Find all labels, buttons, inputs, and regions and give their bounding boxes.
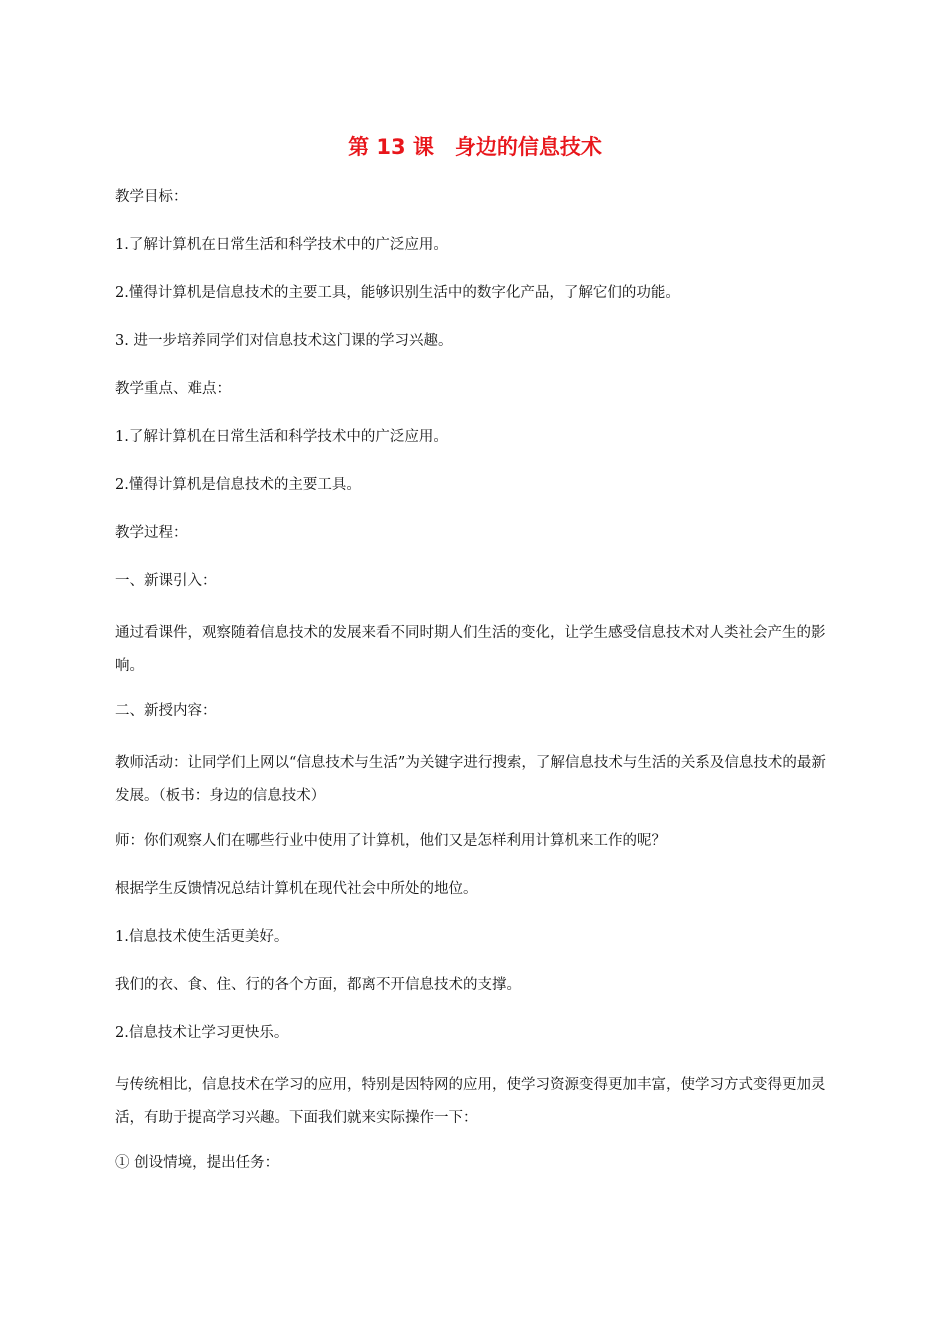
lesson-title: 第 13 课 身边的信息技术 bbox=[348, 135, 602, 159]
point-heading-2: 2.信息技术让学习更快乐。 bbox=[115, 1025, 289, 1041]
section-heading-key-points: 教学重点、难点： bbox=[115, 381, 231, 397]
teacher-question-paragraph: 师：你们观察人们在哪些行业中使用了计算机，他们又是怎样利用计算机来工作的呢？ bbox=[115, 833, 666, 849]
point-2-paragraph: 与传统相比，信息技术在学习的应用，特别是因特网的应用，使学习资源变得更加丰富，使学习方式变得更加灵活，有助于提高学习兴趣。下面我们就来实际操作一下： bbox=[115, 1077, 826, 1126]
objective-item-1: 1.了解计算机在日常生活和科学技术中的广泛应用。 bbox=[115, 237, 448, 253]
task-heading: ① 创设情境，提出任务： bbox=[115, 1155, 280, 1171]
section-heading-process: 教学过程： bbox=[115, 525, 188, 541]
document-body bbox=[115, 185, 839, 1199]
intro-paragraph: 通过看课件，观察随着信息技术的发展来看不同时期人们生活的变化，让学生感受信息技术对人类社会产生的影响。 bbox=[115, 625, 826, 674]
summary-paragraph: 根据学生反馈情况总结计算机在现代社会中所处的地位。 bbox=[115, 881, 478, 897]
objective-item-3: 3. 进一步培养同学们对信息技术这门课的学习兴趣。 bbox=[115, 333, 453, 349]
section-heading-objectives: 教学目标： bbox=[115, 189, 188, 205]
key-point-item-2: 2.懂得计算机是信息技术的主要工具。 bbox=[115, 477, 361, 493]
point-1-paragraph: 我们的衣、食、住、行的各个方面，都离不开信息技术的支撑。 bbox=[115, 977, 521, 993]
key-point-item-1: 1.了解计算机在日常生活和科学技术中的广泛应用。 bbox=[115, 429, 448, 445]
subsection-heading-intro: 一、新课引入： bbox=[115, 573, 217, 589]
teacher-activity-paragraph: 教师活动：让同学们上网以“信息技术与生活”为关键字进行搜索，了解信息技术与生活的关系及信息技术的最新发展。（板书：身边的信息技术） bbox=[115, 755, 826, 804]
subsection-heading-new-content: 二、新授内容： bbox=[115, 703, 217, 719]
objective-item-2: 2.懂得计算机是信息技术的主要工具，能够识别生活中的数字化产品，了解它们的功能。 bbox=[115, 285, 680, 301]
point-heading-1: 1.信息技术使生活更美好。 bbox=[115, 929, 289, 945]
